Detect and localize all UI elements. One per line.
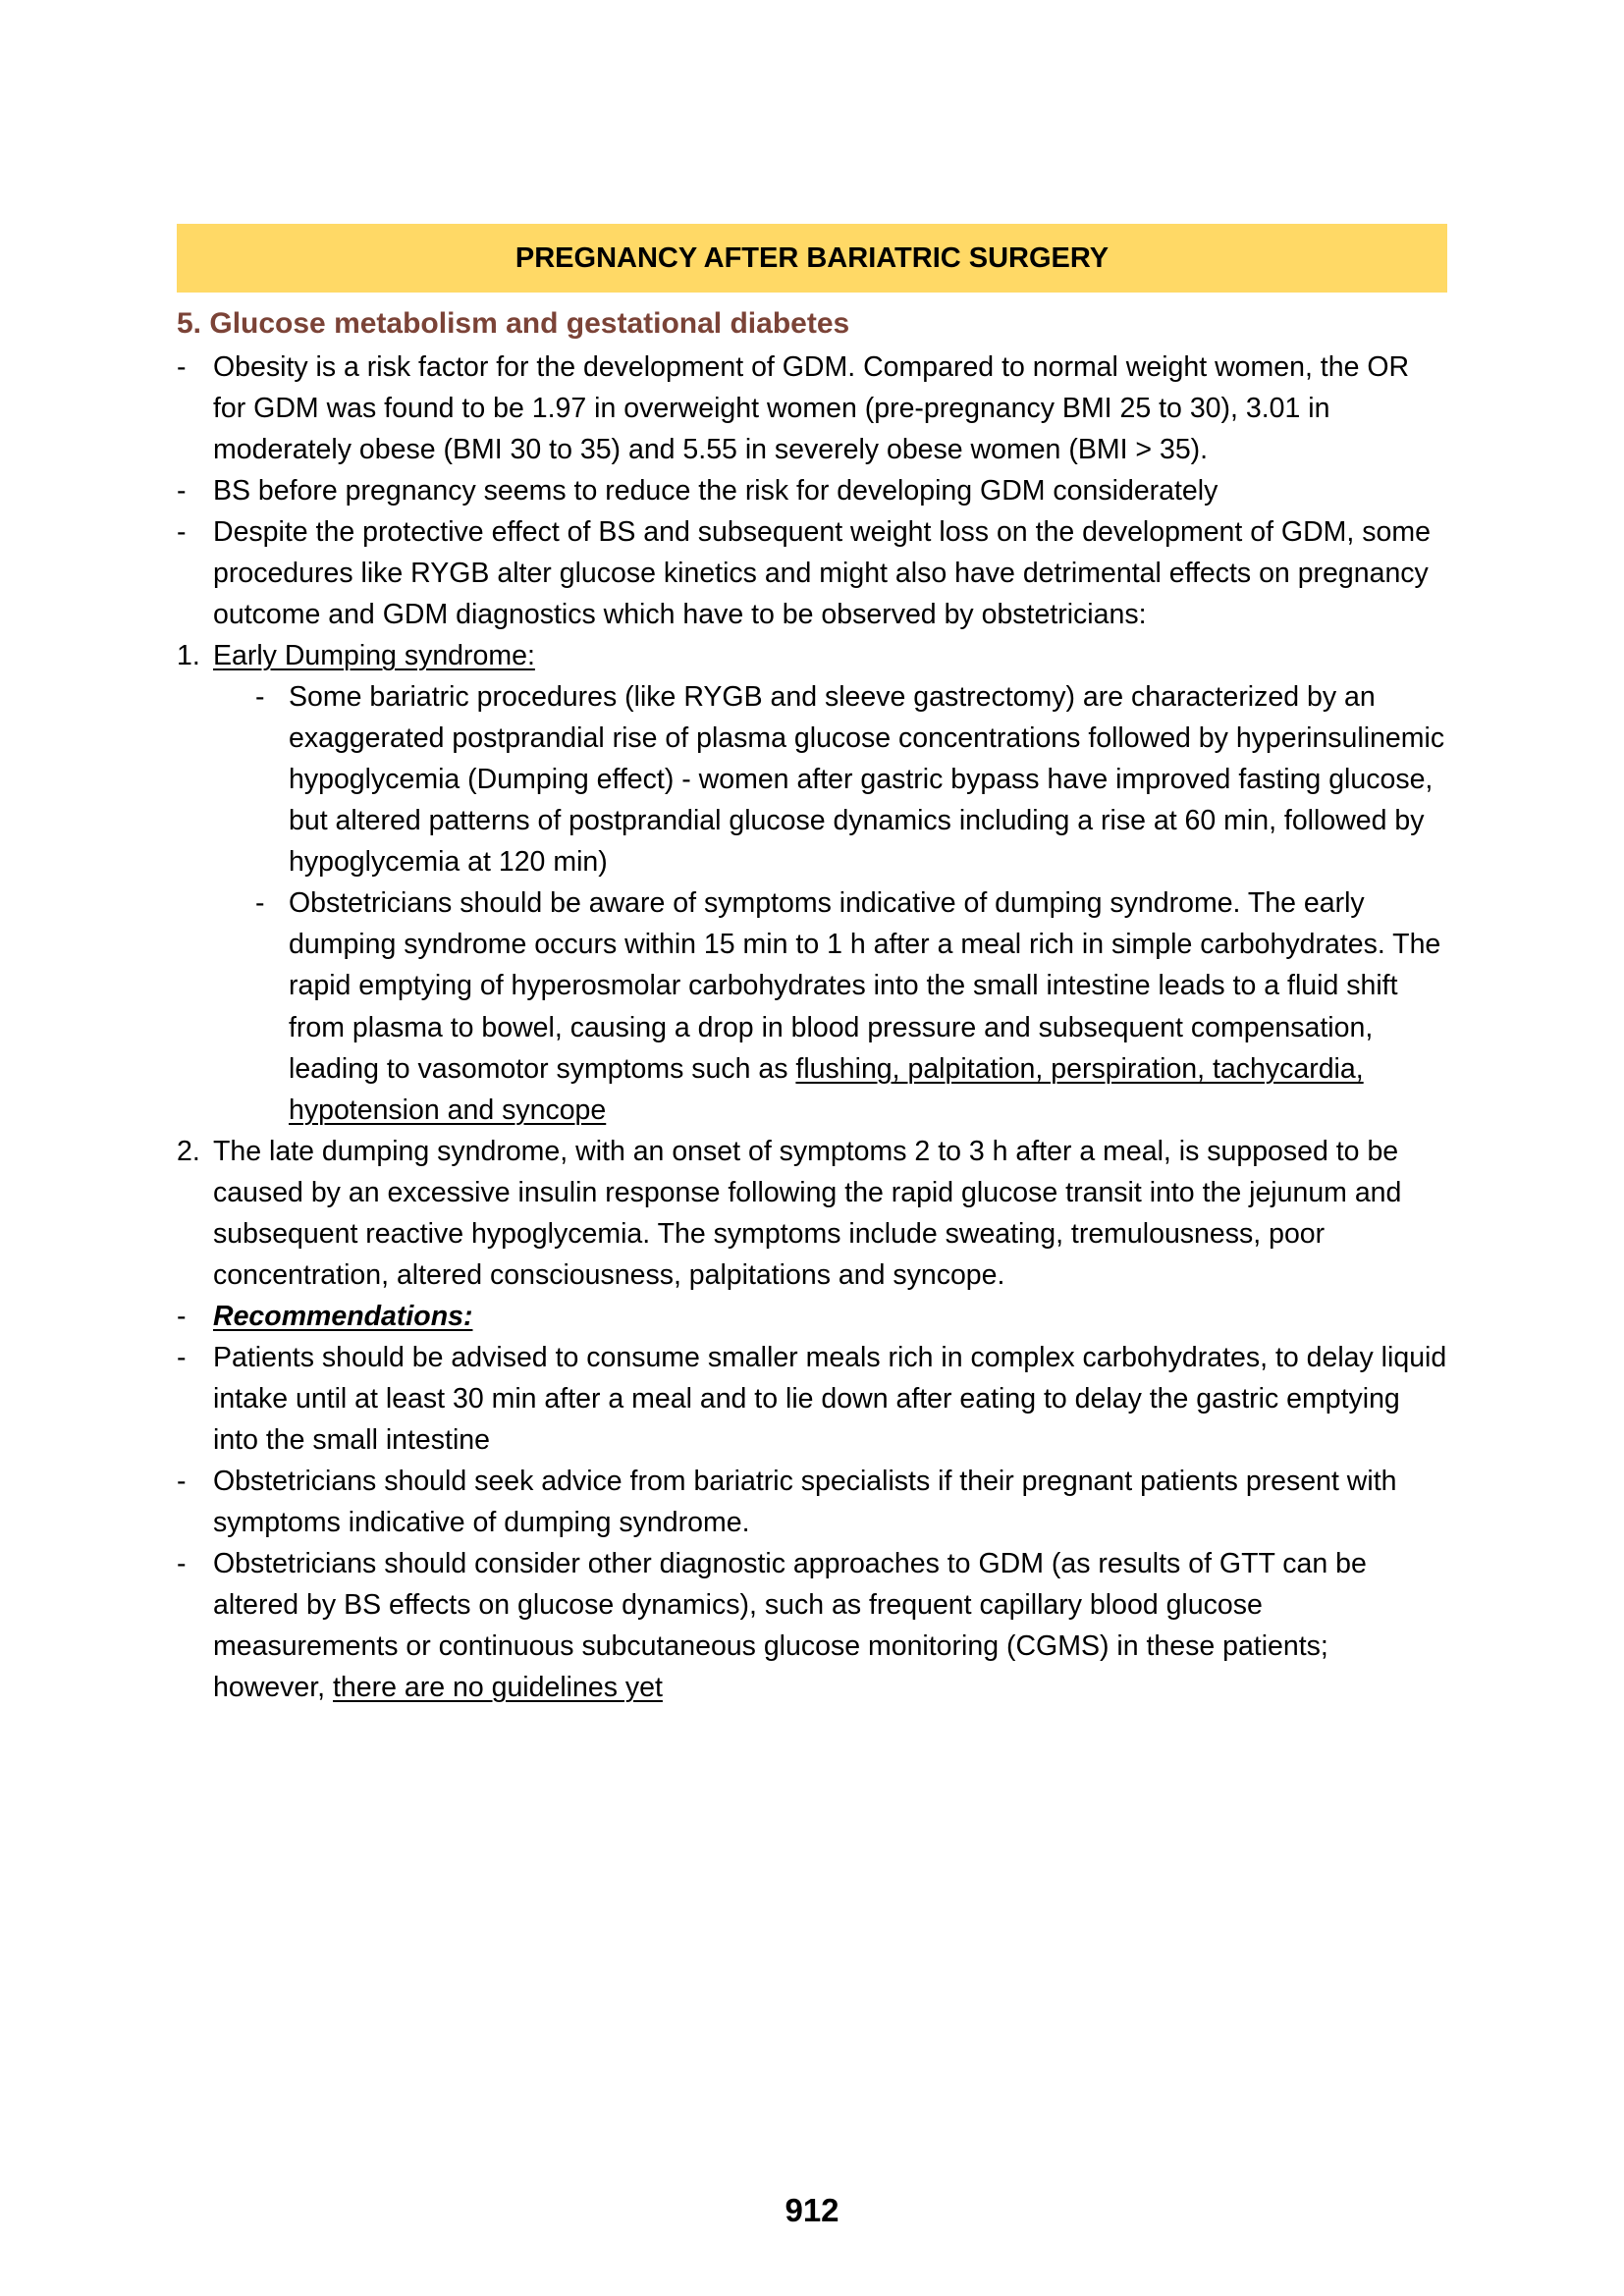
list-marker: - [177,1465,187,1497]
page-number: 912 [785,2192,839,2228]
list-item [177,1543,1447,1708]
text-run: Obesity is a risk factor for the development of GDM. Compared to normal weight women, the OR for GDM was found to be 1.97 in overweight women (pre-pregnancy BMI 25 to 30), 3.01 in moderately obese (BMI 30 to 35) and 5.55 in severely obese women (BMI > 35). [213,351,1410,466]
list-text [213,1296,1447,1337]
list-marker: - [255,681,265,714]
list-marker: 1. [177,640,200,672]
text-run: Obstetricians should consider other diagnostic approaches to GDM (as results of GTT can be altered by BS effects on glucose dynamics), such as frequent capillary blood glucose measurements or continuous subcutaneous glucose monitoring (CGMS) in these patients; however, [213,1547,1367,1703]
list-item [177,1337,1447,1461]
list-text [213,635,1447,676]
list-text [213,347,1447,470]
list-text [213,1543,1447,1708]
list-text [213,1461,1447,1543]
sub-list-item [255,676,1447,882]
text-run: The late dumping syndrome, with an onset of symptoms 2 to 3 h after a meal, is supposed to be caused by an excessive insulin response following the rapid glucose transit into the jejunum and subsequent reactive hypoglycemia. The symptoms include sweating, tremulousness, poor concentration, altered consciousness, palpitations and syncope. [213,1135,1402,1291]
list-marker: - [177,1547,187,1579]
list-item [177,1296,1447,1337]
content-list [177,347,1447,1708]
list-text [289,676,1447,882]
page-title: PREGNANCY AFTER BARIATRIC SURGERY [514,241,1110,274]
list-item [177,511,1447,635]
list-marker: - [177,1300,187,1332]
text-run: Obstetricians should seek advice from bariatric specialists if their pregnant patients present with symptoms indicative of dumping syndrome. [213,1465,1397,1538]
text-run: BS before pregnancy seems to reduce the risk for developing GDM considerately [213,475,1218,507]
list-text [213,470,1447,511]
list-item [177,1461,1447,1543]
text-run: Recommendations: [213,1300,473,1332]
list-text [213,1131,1447,1296]
sub-list-item [255,882,1447,1130]
list-item [177,635,1447,676]
text-run: Obstetricians should be aware of symptoms indicative of dumping syndrome. The early dumping syndrome occurs within 15 min to 1 h after a meal rich in simple carbohydrates. The rapid emptying of hyperosmolar carbohydrates into the small intestine leads to a fluid shift from plasma to bowel, causing a drop in blood pressure and subsequent compensation, leading to vasomotor symptoms such as [289,887,1441,1085]
page-body [177,224,1447,1708]
list-item [177,470,1447,511]
list-marker: - [177,516,187,549]
list-marker: - [177,1341,187,1373]
text-run: Some bariatric procedures (like RYGB and sleeve gastrectomy) are characterized by an exaggerated postprandial rise of plasma glucose concentrations followed by hyperinsulinemic hypoglycemia (Dumping effect) - women after gastric bypass have improved fasting glucose, but altered patterns of postprandial glucose dynamics including a rise at 60 min, followed by hypoglycemia at 120 min) [289,681,1445,879]
list-marker: - [177,475,187,507]
title-banner [177,224,1447,293]
text-run: Patients should be advised to consume smaller meals rich in complex carbohydrates, to delay liquid intake until at least 30 min after a meal and to lie down after eating to delay the gastric emptying into the small intestine [213,1341,1447,1456]
list-marker: - [177,351,187,383]
list-item [177,347,1447,470]
section-heading: 5. Glucose metabolism and gestational diabetes [177,307,850,340]
list-marker: 2. [177,1135,200,1167]
text-run: there are no guidelines yet [333,1672,663,1703]
text-run: flushing, palpitation, perspiration, tachycardia, hypotension and syncope [289,1052,1364,1126]
text-run: Early Dumping syndrome: [213,640,535,672]
text-run: Despite the protective effect of BS and subsequent weight loss on the development of GDM, some procedures like RYGB alter glucose kinetics and might also have detrimental effects on pregnancy outcome and GDM diagnostics which have to be observed by obstetricians: [213,516,1431,631]
list-text [213,511,1447,635]
list-text [289,882,1447,1130]
list-marker: - [255,887,265,920]
list-text [213,1337,1447,1461]
list-item [177,1131,1447,1296]
